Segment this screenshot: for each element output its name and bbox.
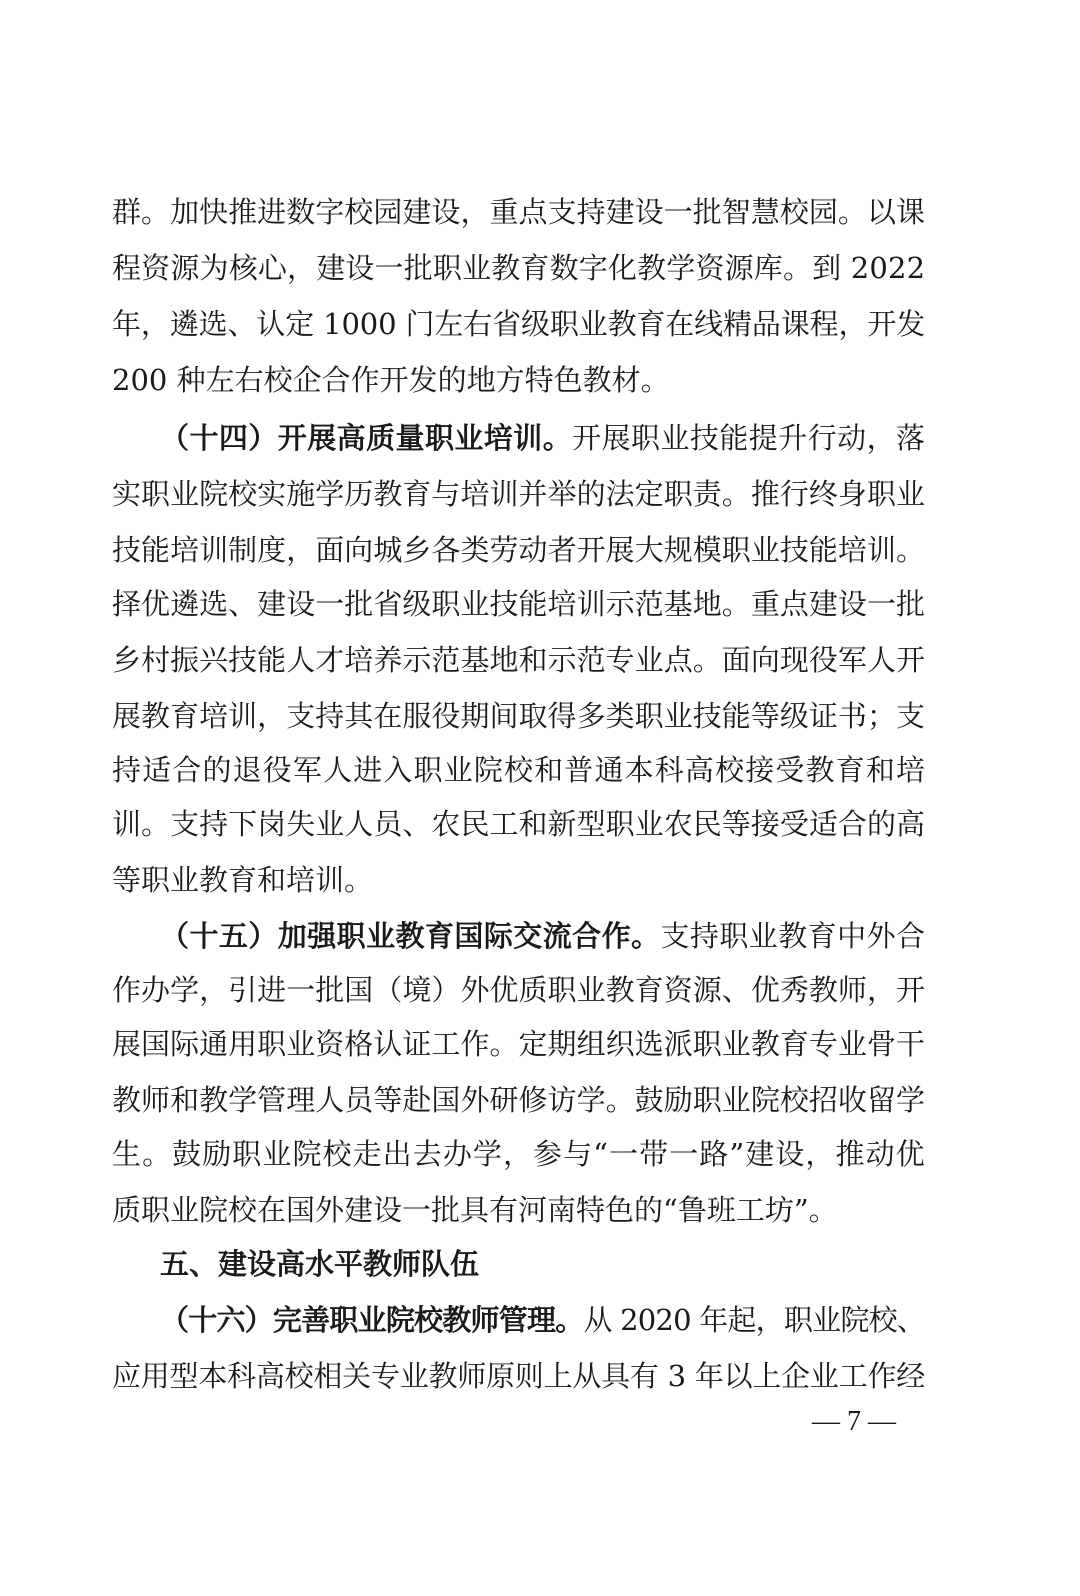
line-text: 教师和教学管理人员等赴国外研修访学。鼓励职业院校招收留学 (112, 1083, 926, 1117)
line-text: 作办学，引进一批国（境）外优质职业教育资源、优秀教师，开 (112, 973, 926, 1007)
line-text: 群。加快推进数字校园建设，重点支持建设一批智慧校园。以课 (112, 195, 926, 229)
line-text: 技能培训制度，面向城乡各类劳动者开展大规模职业技能培训。 (112, 533, 926, 567)
text-line (112, 304, 925, 344)
text-line (160, 1300, 925, 1340)
line-text: 生。鼓励职业院校走出去办学，参与“一带一路”建设，推动优 (112, 1137, 926, 1171)
line-text: 五、建设高水平教师队伍 (160, 1247, 480, 1281)
text-line (112, 1134, 925, 1174)
text-line (112, 360, 925, 400)
line-text: 展国际通用职业资格认证工作。定期组织选派职业教育专业骨干 (112, 1027, 926, 1061)
line-text: 等职业教育和培训。 (112, 863, 374, 897)
line-text: 开展职业技能提升行动，落 (572, 421, 926, 455)
line-text: 年，遴选、认定 1000 门左右省级职业教育在线精品课程，开发 (112, 307, 926, 341)
text-line (112, 248, 925, 288)
line-text: 乡村振兴技能人才培养示范基地和示范专业点。面向现役军人开 (112, 643, 926, 677)
text-line (112, 1190, 925, 1230)
page-number: — 7 — (812, 1406, 896, 1437)
text-line (112, 750, 925, 790)
text-line (112, 804, 925, 844)
text-line (112, 1080, 925, 1120)
text-line (112, 696, 925, 736)
text-line (160, 916, 925, 956)
text-line (112, 860, 925, 900)
line-text: 程资源为核心，建设一批职业教育数字化教学资源库。到 2022 (112, 251, 926, 285)
text-line (112, 474, 925, 514)
line-text: 质职业院校在国外建设一批具有河南特色的“鲁班工坊”。 (112, 1193, 838, 1227)
line-text: 从 2020 年起，职业院校、 (583, 1303, 925, 1337)
subsection-heading: （十六）完善职业院校教师管理。 (160, 1303, 584, 1337)
line-text: 训。支持下岗失业人员、农民工和新型职业农民等接受适合的高 (112, 807, 926, 841)
text-line (112, 530, 925, 570)
line-text: 支持职业教育中外合 (660, 919, 926, 953)
line-text: 择优遴选、建设一批省级职业技能培训示范基地。重点建设一批 (112, 587, 926, 621)
line-text: 实职业院校实施学历教育与培训并举的法定职责。推行终身职业 (112, 477, 926, 511)
line-text: 展教育培训，支持其在服役期间取得多类职业技能等级证书；支 (112, 699, 926, 733)
text-line (112, 970, 925, 1010)
line-text: 200 种左右校企合作开发的地方特色教材。 (112, 363, 670, 397)
text-line (160, 418, 925, 458)
subsection-heading: （十四）开展高质量职业培训。 (160, 421, 573, 455)
section-heading (160, 1244, 925, 1284)
subsection-heading: （十五）加强职业教育国际交流合作。 (160, 919, 661, 953)
text-line (112, 640, 925, 680)
text-line (112, 192, 925, 232)
text-line (112, 584, 925, 624)
line-text: 应用型本科高校相关专业教师原则上从具有 3 年以上企业工作经 (112, 1359, 925, 1393)
text-line (112, 1024, 925, 1064)
line-text: 持适合的退役军人进入职业院校和普通本科高校接受教育和培 (112, 753, 927, 787)
text-line (112, 1356, 925, 1396)
